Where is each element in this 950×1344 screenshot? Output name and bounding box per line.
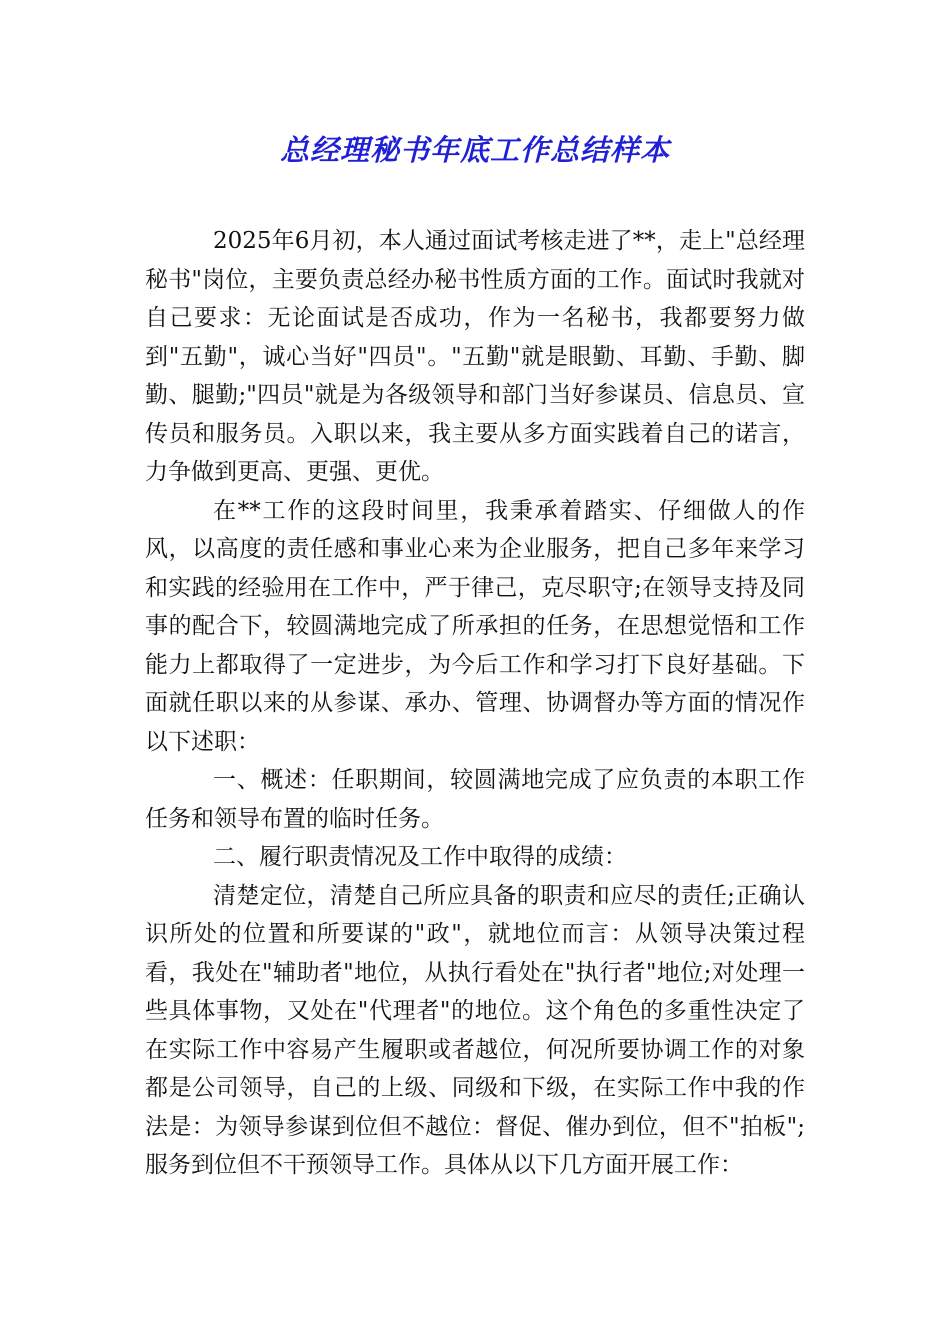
paragraph-positioning: 清楚定位，清楚自己所应具备的职责和应尽的责任;正确认识所处的位置和所要谋的"政"，就地位而言：从领导决策过程看，我处在"辅助者"地位，从执行看处在"执行者"地位;对处理一些具体事物，又处在"代理者"的地位。这个角色的多重性决定了在实际工作中容易产生履职或者越位，何况所要协调工作的对象都是公司领导，自己的上级、同级和下级，在实际工作中我的作法是：为领导参谋到位但不越位：督促、催办到位，但不"拍板";服务到位但不干预领导工作。具体从以下几方面开展工作： [145, 882, 805, 1178]
paragraph-overview: 一、概述：任职期间，较圆满地完成了应负责的本职工作任务和领导布置的临时任务。 [145, 767, 805, 832]
document-title: 总经理秘书年底工作总结样本 [279, 133, 670, 167]
document-body [145, 222, 805, 1185]
paragraph-work-period: 在**工作的这段时间里，我秉承着踏实、仔细做人的作风，以高度的责任感和事业心来为企业服务，把自己多年来学习和实践的经验用在工作中，严于律己，克尽职守;在领导支持及同事的配合下，较圆满地完成了所承担的任务，在思想觉悟和工作能力上都取得了一定进步，为今后工作和学习打下良好基础。下面就任职以来的从参谋、承办、管理、协调督办等方面的情况作以下述职： [145, 497, 805, 755]
paragraph-intro: 2025年6月初，本人通过面试考核走进了**，走上"总经理秘书"岗位，主要负责总经办秘书性质方面的工作。面试时我就对自己要求：无论面试是否成功，作为一名秘书，我都要努力做到"五勤"，诚心当好"四员"。"五勤"就是眼勤、耳勤、手勤、脚勤、腿勤;"四员"就是为各级领导和部门当好参谋员、信息员、宣传员和服务员。入职以来，我主要从多方面实践着自己的诺言，力争做到更高、更强、更优。 [145, 228, 805, 485]
paragraph-section-heading: 二、履行职责情况及工作中取得的成绩： [213, 844, 627, 870]
